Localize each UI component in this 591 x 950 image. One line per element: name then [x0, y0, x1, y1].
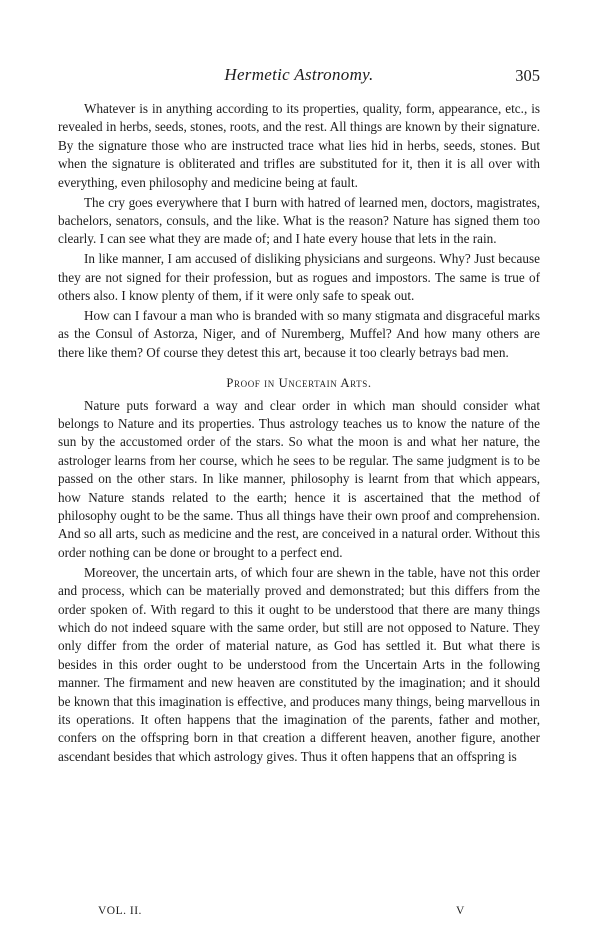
- volume-mark: VOL. II.: [98, 905, 142, 917]
- paragraph: Nature puts forward a way and clear order in which man should consider what belongs to Nature and its properties. Thus astrology teaches us to know the nature of the sun by the accustomed order of the stars. So what the moon is and what her nature, the astrologer learns from her course, which he sees to be regular. The same judgment is to be passed on the other stars. In like manner, philosophy is learnt from that which appears, how Nature stands related to the earth; hence it is ascertained that the method of philosophy ought to be the same. Thus all things have their own proof and comprehension. And so all arts, such as medicine and the rest, are conceived in a natural order. Without this order nothing can be done or brought to a perfect end.: [58, 397, 540, 560]
- paragraph: How can I favour a man who is branded with so many stigmata and disgraceful marks as the Consul of Astorza, Niger, and of Nuremberg, Muffel? And how many others are there like them? Of course they detest this art, because it too clearly betrays bad men.: [58, 307, 540, 360]
- page-footer: [58, 905, 540, 921]
- section-heading: Proof in Uncertain Arts.: [226, 376, 372, 391]
- running-head: [58, 64, 540, 88]
- page-number: 305: [515, 66, 540, 85]
- paragraph: Moreover, the uncertain arts, of which four are shewn in the table, have not this order and process, which can be materially proved and demonstrated; but this differs from the order spoken of. With regard to this it ought to be understood that there are many things which do not indeed square with the same order, but still are not opposed to Nature. They only differ from the order of material nature, as God has settled it. But what there is besides in this order ought to be understood from the Uncertain Arts in the following manner. The firmament and new heaven are constituted by the imagination; and it should be known that this imagination is effective, and produces many things, being marvellous in its operations. It often happens that the imagination of the parents, father and mother, confers on the offspring born in that creation a different heaven, another figure, another ascendant besides that which astrology gives. Thus it often happens that an offspring is: [58, 564, 540, 764]
- body-text: [58, 100, 540, 768]
- running-title: Hermetic Astronomy.: [224, 65, 374, 84]
- paragraph: In like manner, I am accused of disliking physicians and surgeons. Why? Just because they are not signed for their profession, but as rogues and impostors. The same is true of others also. I know plenty of them, if it were only safe to speak out.: [58, 251, 540, 304]
- signature-mark: V: [456, 905, 465, 917]
- paragraph: The cry goes everywhere that I burn with hatred of learned men, doctors, magistrates, bachelors, senators, consuls, and the like. What is the reason? Nature has signed them too clearly. I can see what they are made of; and I hate every house that lets in the rain.: [58, 194, 540, 247]
- paragraph: Whatever is in anything according to its properties, quality, form, appearance, etc., is revealed in herbs, seeds, stones, roots, and the rest. All things are known by their signature. By the signature those who are instructed trace what lies hid in herbs, seeds, stones. But when the signature is obliterated and trifles are substituted for it, then it is all over with everything, even philosophy and medicine being at fault.: [58, 101, 540, 190]
